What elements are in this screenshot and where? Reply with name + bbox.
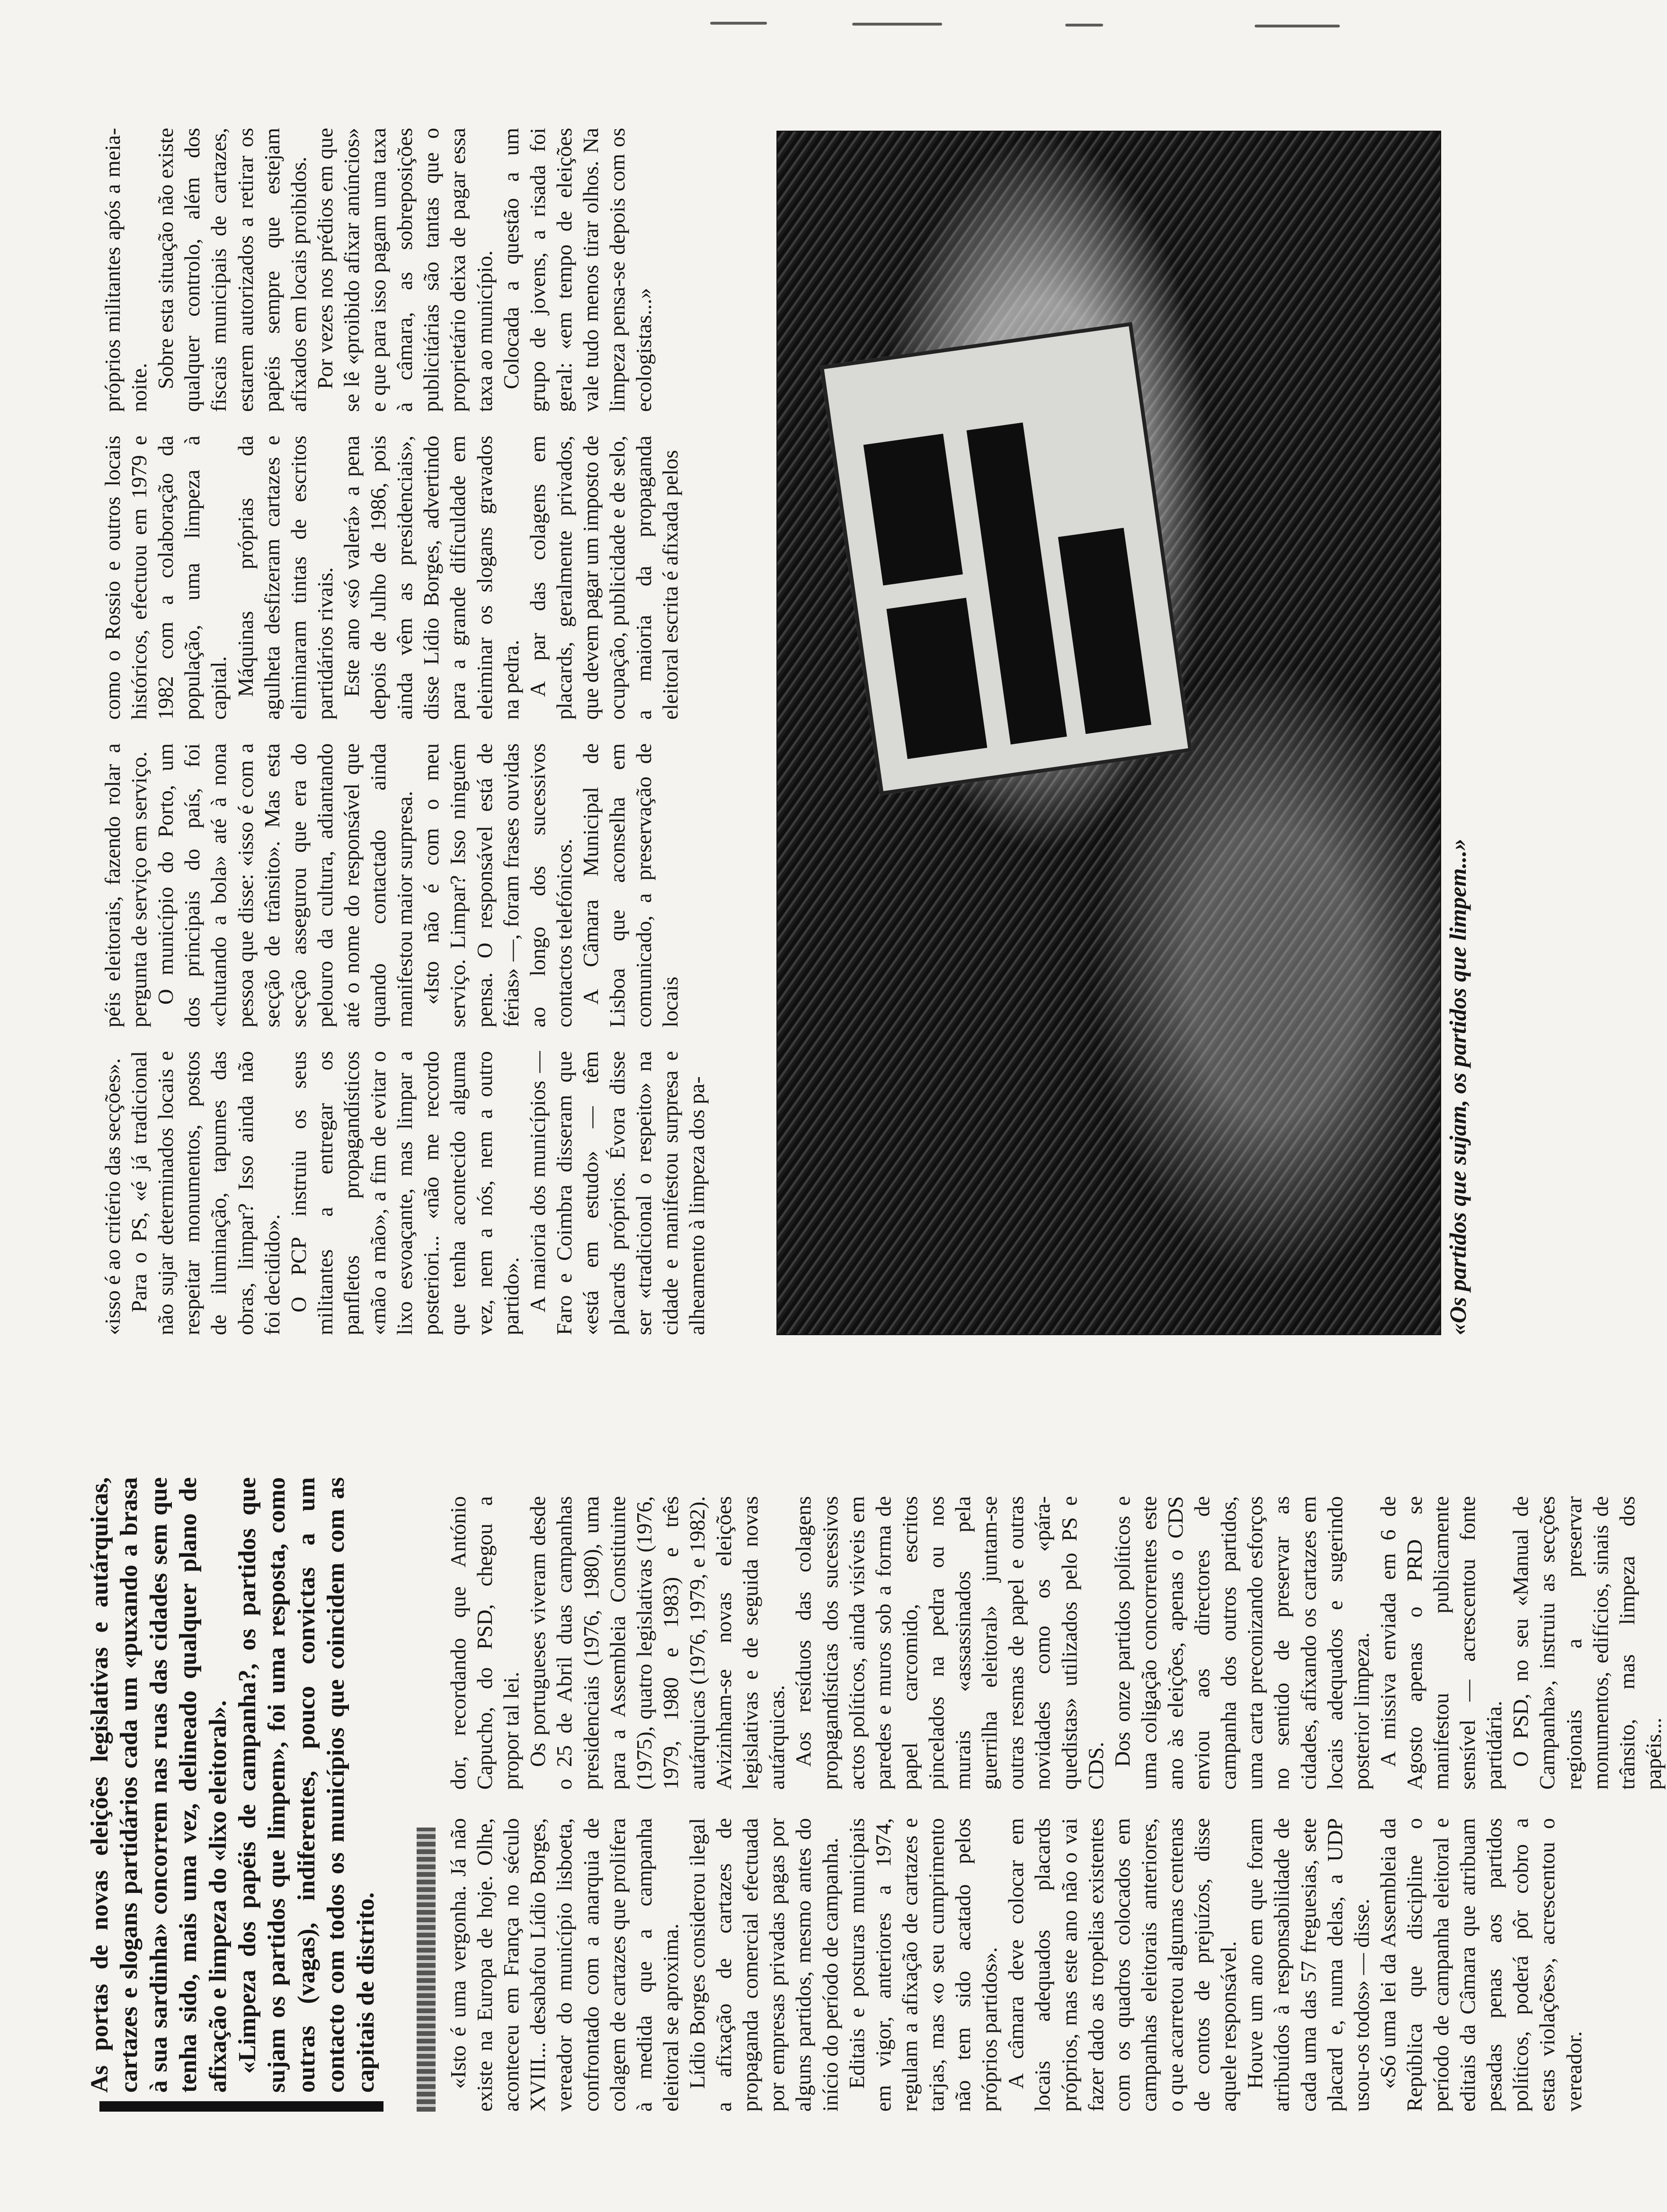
paragraph: Para o PS, «é já tradicional não sujar determinados locais e respeitar monumentos, postos de iluminação, tapumes das obras, limpar? Isso ainda não foi decidido». <box>127 1051 284 1335</box>
scan-artifact <box>1255 25 1340 27</box>
paragraph: dor, recordando que António Capucho, do PSD, chegou a propor tal lei. <box>446 1496 524 1790</box>
paragraph: Lídio Borges considerou ilegal a afixação de cartazes de propaganda comercial efectuada por empresas privadas pagas por alguns partidos, mesmo antes do início do período de campanha. <box>685 1818 842 2112</box>
lead-paragraph-1: As portas de novas eleições legislativas e autárquicas, cartazes e slogans partidários cada um «puxando a brasa à sua sardinha» concorrem nas ruas das cidades sem que tenha sido, mais uma vez, delineado qualquer plano de afixação e limpeza do «lixo eleitoral». <box>86 1477 232 2093</box>
paragraph: Dos onze partidos políticos e uma coligação concorrentes este ano às eleições, apenas o CDS enviou aos directores de campanha dos outros partidos, uma carta preconizando esforços no sentido de preservar as cidades, afixando os cartazes em locais adequados e sugerindo posterior limpeza. <box>1110 1496 1373 1790</box>
paragraph: «Isto é uma vergonha. Já não existe na Europa de hoje. Olhe, aconteceu em França no século XVIII... desabafou Lídio Borges, vereador do município lisboeta, confrontado com a anarquia de colagem de cartazes que prolifera à medida que a campanha eleitoral se aproxima. <box>446 1818 683 2112</box>
scan-artifact <box>852 23 942 26</box>
article-lead <box>85 1477 381 2112</box>
paragraph: Aos resíduos das colagens propagandísticas dos sucessivos actos políticos, ainda visíveis em paredes e muros sob a forma de papel carcomido, escritos pincelados na pedra ou nos murais «assassinados pela guerrilha eleitoral» juntam-se outras resmas de papel e outras novidades como os «pára-quedistas» utilizados pelo PS e CDS. <box>791 1496 1108 1790</box>
text-column-3 <box>99 1051 711 1335</box>
lead-paragraph-2: «Limpeza dos papéis de campanha?, os partidos que sujam os partidos que limpem», foi uma resposta, como outras (vagas), indiferentes, pouco convictas a um contacto com todos os municípios que coincidem com as capitais de distrito. <box>233 1477 379 2093</box>
paragraph: Houve um ano em que foram atribuídos à responsabilidade de cada uma das 57 freguesias, sete placard e, numa delas, a UDP usou-os todos» — disse. <box>1243 1818 1373 2112</box>
text-column-6 <box>99 128 657 412</box>
paragraph: Os portugueses viveram desde o 25 de Abril duas campanhas presidenciais (1976, 1980), uma para a Assembleia Constituinte (1975), quatro legislativas (1976, 1979, 1980 e 1983) e três autárquicas (1976, 1979, e 1982). Avizinham-se novas eleições legislativas e de seguida novas autárquicas. <box>526 1496 789 1790</box>
text-column-4 <box>99 743 684 1027</box>
paragraph: A Câmara Municipal de Lisboa que aconselha em comunicado, a preservação de locais <box>578 743 683 1027</box>
paragraph: Máquinas próprias da agulheta desfizeram cartazes e eliminaram tintas de escritos partidários rivais. <box>233 436 337 720</box>
paragraph: como o Rossio e outros locais históricos, efectuou em 1979 e 1982 com a colaboração da população, uma limpeza à capital. <box>100 436 231 720</box>
paragraph: «Só uma lei da Assembleia da República que discipline o período de campanha eleitoral e editais da Câmara que atribuam pesadas penas aos partidos políticos, poderá pôr cobro a estas violações», acrescentou o vereador. <box>1375 1818 1586 2112</box>
paragraph: Este ano «só valerá» a pena depois de Julho de 1986, pois ainda vêm as presidenciais», disse Lídio Borges, advertindo para a grande dificuldade em eleiminar os slogans gravados na pedra. <box>339 436 523 720</box>
text-column-5 <box>99 436 684 720</box>
lead-dotted-rule <box>417 1828 436 2112</box>
text-column-2 <box>445 1496 1667 1790</box>
paragraph: O município do Porto, um dos principais do país, foi «chutando a bola» até à nona pessoa que disse: «isso é com a secção de trânsito». Mas esta secção assegurou que era do pelouro da cultura, adiantando até o nome do responsável que quando contactado ainda manifestou maior surpresa. <box>153 743 417 1027</box>
paragraph: «isso é ao critério das secções». <box>100 1058 125 1335</box>
paragraph: A maioria dos municípios — Faro e Coimbra disseram que «está em estudo» — têm placards próprios. Évora disse ser «tradicional o respeito» na cidade e manifestou surpresa e alheamento à limpeza dos pa- <box>525 1051 709 1335</box>
paragraph: Sobre esta situação não existe qualquer controlo, além dos fiscais municipais de cartazes, estarem autorizados a retirar os papéis sempre que estejam afixados em locais proibidos. <box>153 128 311 412</box>
paragraph: Colocada a questão a um grupo de jovens, a risada foi geral: «em tempo de eleições vale tudo menos tirar olhos. Na limpeza pensa-se depois com os ecologistas...» <box>499 128 656 412</box>
paragraph: A câmara deve colocar em locais adequados placards próprios, mas este ano não o vai fazer dado as tropelias existentes com os quadros colocados em campanhas eleitorais anteriores, o que acarretou algumas centenas de contos de prejuízos, disse aquele responsável. <box>1004 1818 1241 2112</box>
text-column-1 <box>445 1818 1587 2112</box>
scan-artifact <box>1065 24 1103 27</box>
newspaper-article <box>85 76 1666 2112</box>
paragraph: próprios militantes após a meia-noite. <box>100 128 152 412</box>
paragraph: Por vezes nos prédios em que se lê «proibido afixar anúncios» e que para isso pagam uma taxa à câmara, as sobreposições publicitárias são tantas que o proprietário deixa de pagar essa taxa ao município. <box>312 128 497 412</box>
paragraph: A missiva enviada em 6 de Agosto apenas o PRD se manifestou publicamente sensível — acrescentou fonte partidária. <box>1375 1496 1507 1790</box>
paragraph: O PSD, no seu «Manual de Campanha», instruiu as secções regionais a preservar monumentos, edifícios, sinais de trânsito, mas limpeza dos papéis... <box>1508 1496 1666 1790</box>
paragraph: «Isto não é com o meu serviço. Limpar? Isso ninguém pensa. O responsável está de férias» —, foram frases ouvidas ao longo dos sucessivos contactos telefónicos. <box>419 743 576 1027</box>
paragraph: péis eleitorais, fazendo rolar a pergunta de serviço em serviço. <box>100 743 152 1027</box>
photo-image <box>776 131 1441 1335</box>
scan-artifact <box>710 22 767 25</box>
paragraph: Editais e posturas municipais em vigor, anteriores a 1974, regulam a afixação de cartazes e tarjas, mas «o seu cumprimento não tem sido acatado pelos próprios partidos». <box>844 1818 1002 2112</box>
photo-caption: «Os partidos que sujam, os partidos que limpem...» <box>1444 838 1471 1335</box>
paragraph: A par das colagens em placards, geralmente privados, que devem pagar um imposto de ocupação, publicidade e de selo, a maioria da propaganda eleitoral escrita é afixada pelos <box>525 436 683 720</box>
poster-in-photo <box>820 322 1192 795</box>
paragraph: O PCP instruiu os seus militantes a entregar os panfletos propagandísticos «mão a mão», a fim de evitar o lixo esvoaçante, mas limpar a posteriori... «não me recordo que tenha acontecido alguma vez, nem a nós, nem a outro partido». <box>286 1051 523 1335</box>
